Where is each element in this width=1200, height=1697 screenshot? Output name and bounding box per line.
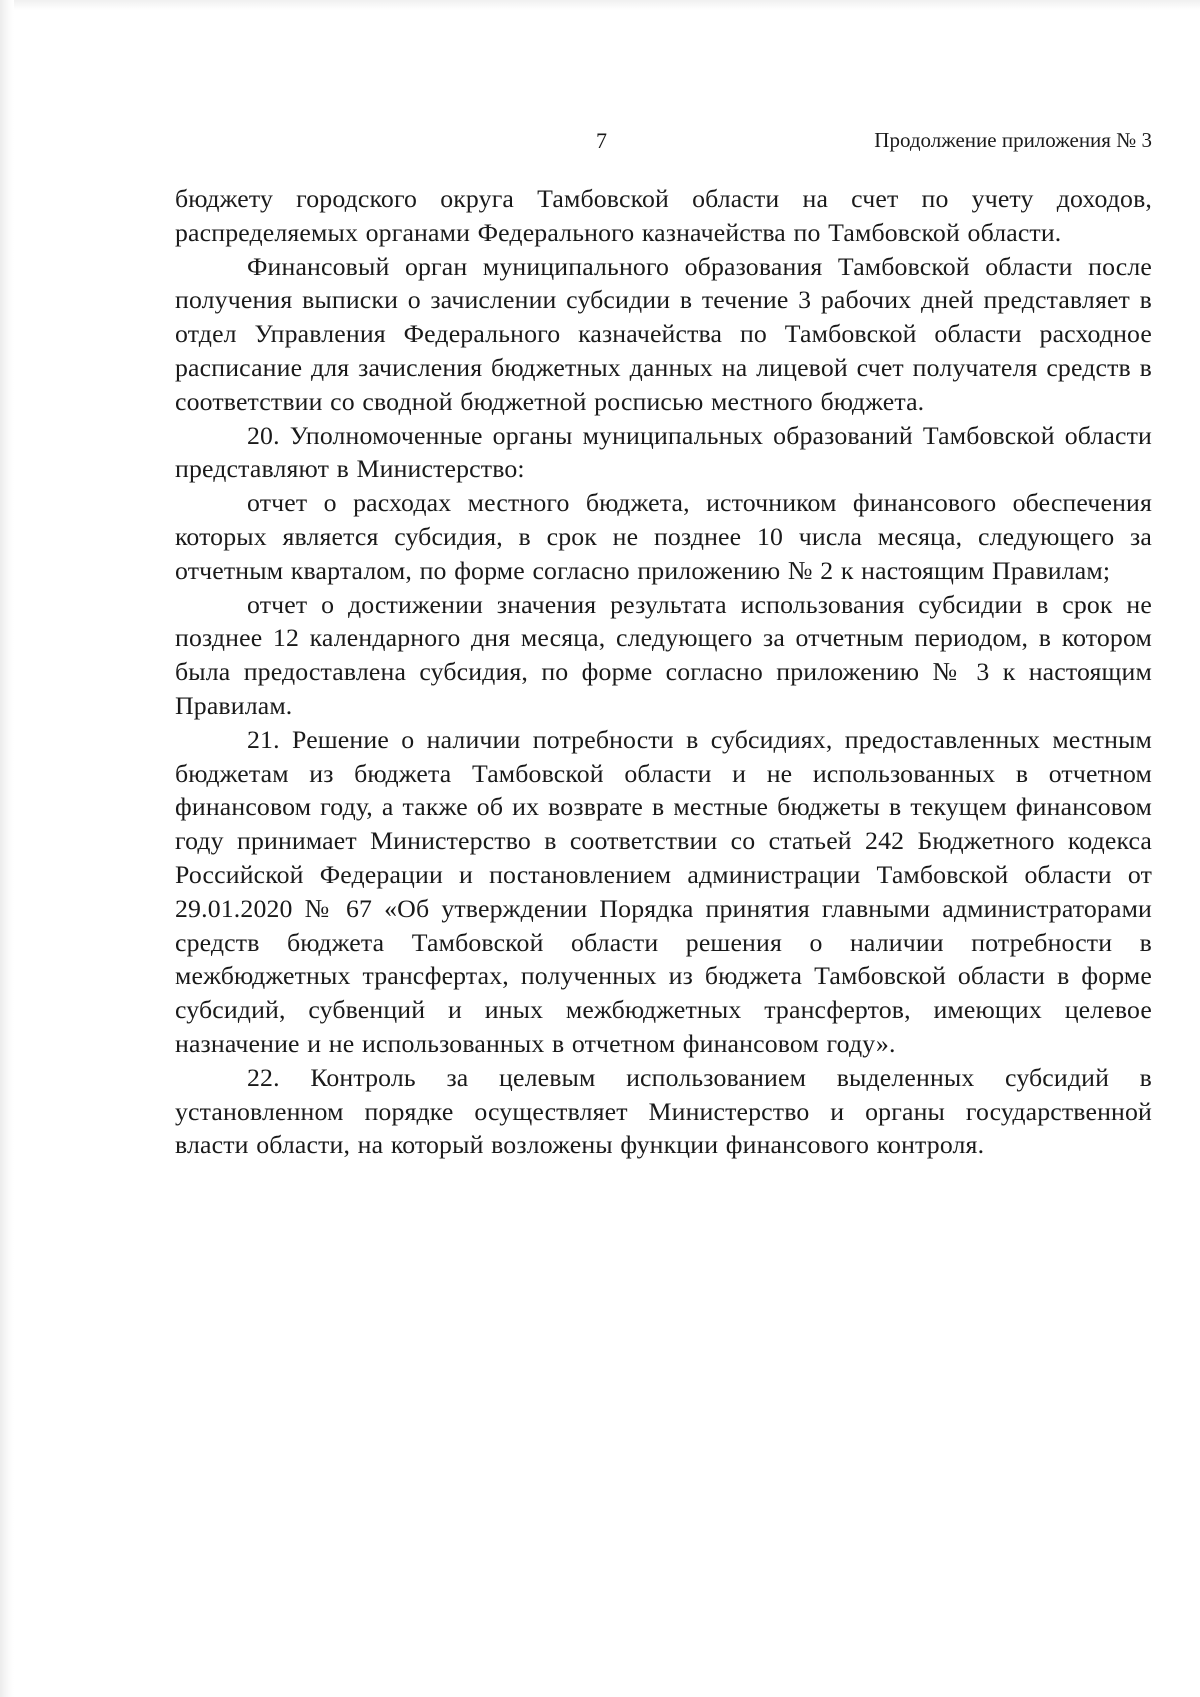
paragraph-financial-body: Финансовый орган муниципального образования Тамбовской области после получения выписки о зачислении субсидии в течение 3 рабочих дней представляет в отдел Управления Федерального казначейства по Тамбовской области расходное расписание для зачисления бюджетных данных на лицевой счет получателя средств в соответствии со сводной бюджетной росписью местного бюджета. [175, 251, 1152, 416]
paragraph-item-21: 21. Решение о наличии потребности в субсидиях, предоставленных местным бюджетам из бюджета Тамбовской области и не использованных в отчетном финансовом году, а также об их возврате в местные бюджеты в текущем финансовом году принимает Министерство в соответствии со статьей 242 Бюджетного кодекса Российской Федерации и постановлением администрации Тамбовской области от 29.01.2020 № 67 «Об утверждении Порядка принятия главными администраторами средств бюджета Тамбовской области решения о наличии потребности в межбюджетных трансфертах, полученных из бюджета Тамбовской области в форме субсидий, субвенций и иных межбюджетных трансфертов, имеющих целевое назначение и не использованных в отчетном финансовом году». [175, 724, 1152, 1058]
page-header [0, 128, 1200, 158]
scan-edge-top [0, 0, 1200, 10]
paragraph-result-report: отчет о достижении значения результата использования субсидии в срок не позднее 12 календарного дня месяца, следующего за отчетным периодом, в котором была предоставлена субсидия, по форме согласно приложению № 3 к настоящим Правилам. [175, 589, 1152, 720]
document-body [175, 182, 1152, 1162]
paragraph-expense-report: отчет о расходах местного бюджета, источником финансового обеспечения которых является субсидия, в срок не позднее 10 числа месяца, следующего за отчетным кварталом, по форме согласно приложению № 2 к настоящим Правилам; [175, 488, 1152, 585]
paragraph-continuation: бюджету городского округа Тамбовской области на счет по учету доходов, распределяемых органами Федерального казначейства по Тамбовской области. [175, 184, 1152, 247]
appendix-continuation-note: Продолжение приложения № 3 [874, 128, 1152, 152]
scan-edge-left [0, 0, 14, 1697]
paragraph-item-22: 22. Контроль за целевым использованием выделенных субсидий в установленном порядке осуществляет Министерство и органы государственной власти области, на который возложены функции финансового контроля. [175, 1062, 1152, 1160]
page-number: 7 [596, 128, 607, 153]
paragraph-item-20: 20. Уполномоченные органы муниципальных образований Тамбовской области представляют в Министерство: [175, 420, 1152, 484]
